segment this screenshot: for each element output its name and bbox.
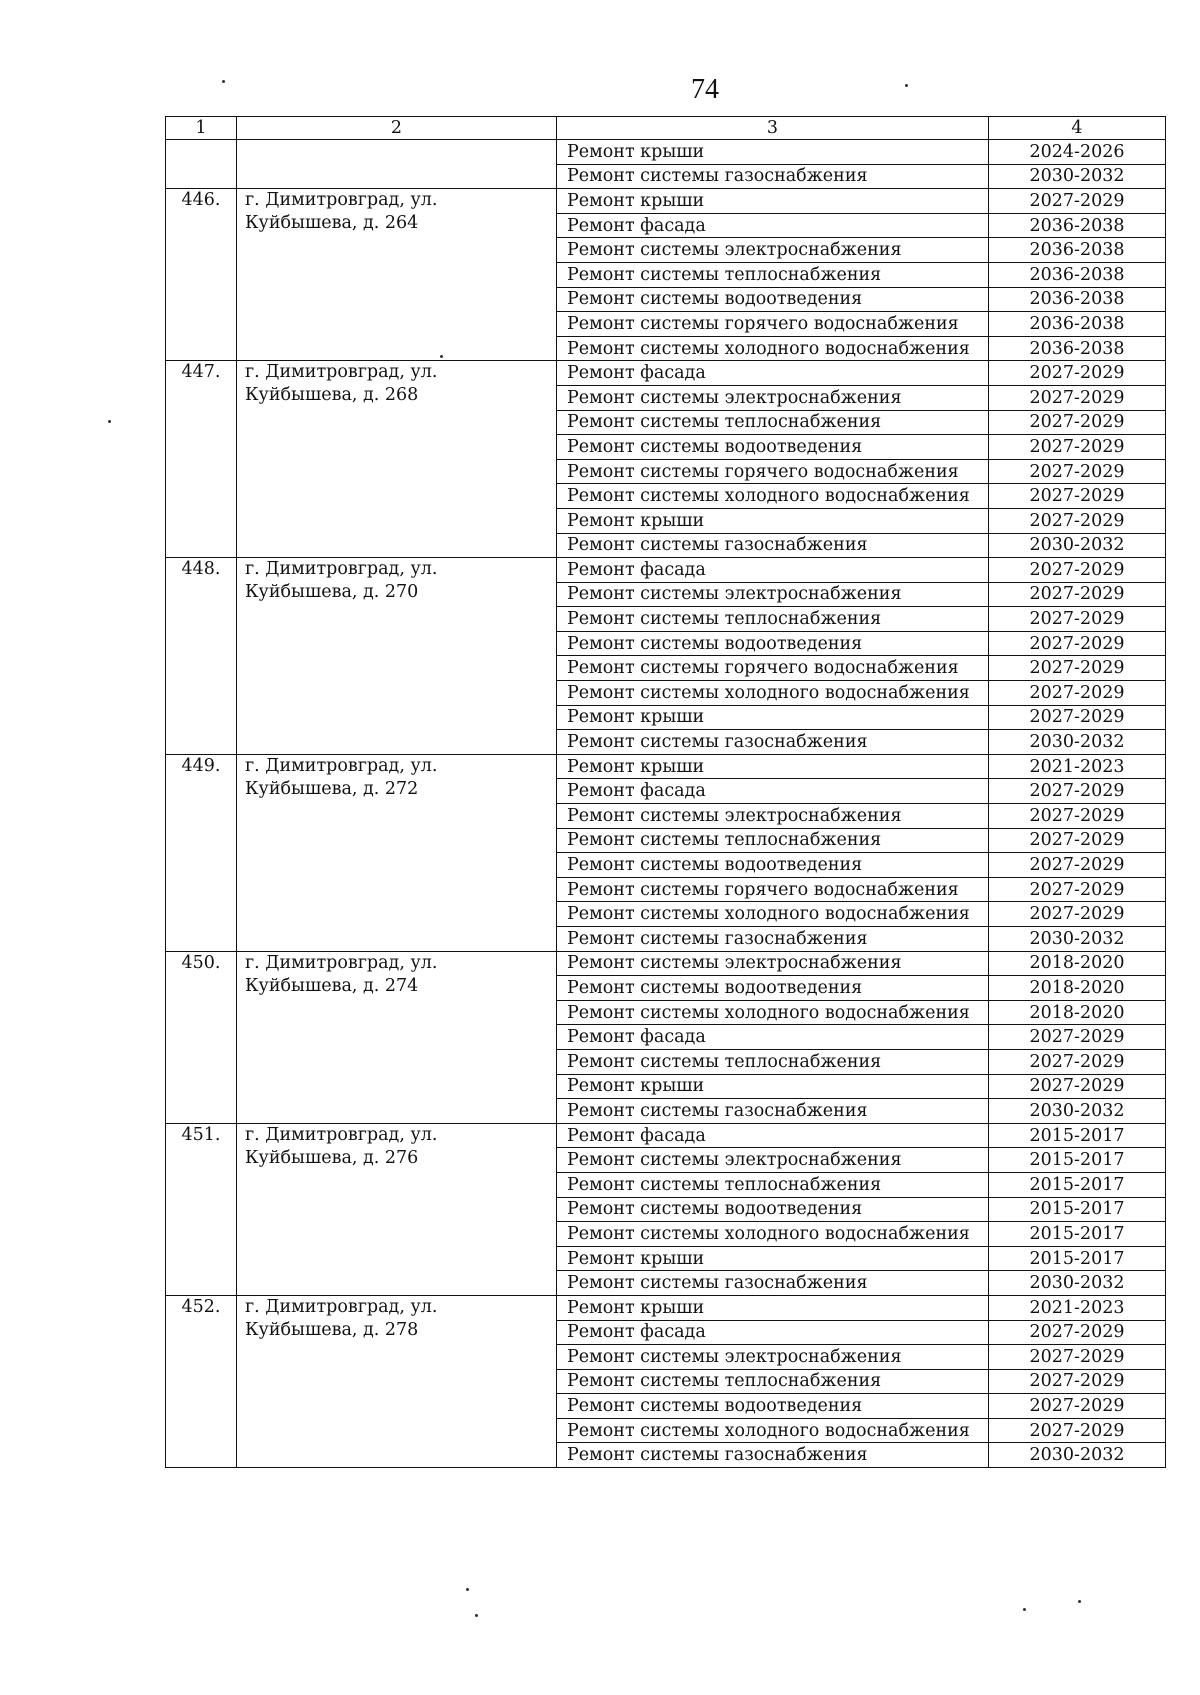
work-type-cell: Ремонт фасада <box>557 361 989 386</box>
period-cell: 2027-2029 <box>989 1320 1166 1345</box>
address-cell: г. Димитровград, ул. Куйбышева, д. 276 <box>237 1123 557 1295</box>
period-cell: 2030-2032 <box>989 533 1166 558</box>
address-cell: г. Димитровград, ул. Куйбышева, д. 272 <box>237 754 557 951</box>
period-cell: 2036-2038 <box>989 262 1166 287</box>
work-type-cell: Ремонт фасада <box>557 779 989 804</box>
work-type-cell: Ремонт системы холодного водоснабжения <box>557 484 989 509</box>
work-type-cell: Ремонт крыши <box>557 1246 989 1271</box>
period-cell: 2030-2032 <box>989 164 1166 189</box>
period-cell: 2027-2029 <box>989 1418 1166 1443</box>
work-type-cell: Ремонт крыши <box>557 1295 989 1320</box>
period-cell: 2027-2029 <box>989 828 1166 853</box>
column-number-cell: 1 <box>166 117 237 140</box>
work-type-cell: Ремонт системы горячего водоснабжения <box>557 459 989 484</box>
work-type-cell: Ремонт системы холодного водоснабжения <box>557 902 989 927</box>
period-cell: 2018-2020 <box>989 976 1166 1001</box>
period-cell: 2027-2029 <box>989 779 1166 804</box>
period-cell: 2030-2032 <box>989 927 1166 952</box>
period-cell: 2015-2017 <box>989 1197 1166 1222</box>
work-type-cell: Ремонт крыши <box>557 140 989 165</box>
work-type-cell: Ремонт системы газоснабжения <box>557 533 989 558</box>
period-cell: 2027-2029 <box>989 459 1166 484</box>
work-type-cell: Ремонт системы водоотведения <box>557 435 989 460</box>
period-cell: 2027-2029 <box>989 681 1166 706</box>
work-type-cell: Ремонт системы водоотведения <box>557 1394 989 1419</box>
work-type-cell: Ремонт крыши <box>557 705 989 730</box>
work-type-cell: Ремонт системы электроснабжения <box>557 238 989 263</box>
period-cell: 2027-2029 <box>989 877 1166 902</box>
work-type-cell: Ремонт системы холодного водоснабжения <box>557 1222 989 1247</box>
period-cell: 2030-2032 <box>989 1099 1166 1124</box>
work-type-cell: Ремонт системы электроснабжения <box>557 1148 989 1173</box>
work-type-cell: Ремонт системы теплоснабжения <box>557 1369 989 1394</box>
table-row <box>166 951 1166 976</box>
period-cell: 2027-2029 <box>989 410 1166 435</box>
work-type-cell: Ремонт системы водоотведения <box>557 631 989 656</box>
row-number-cell: 450. <box>166 951 237 1123</box>
period-cell: 2015-2017 <box>989 1148 1166 1173</box>
period-cell: 2027-2029 <box>989 508 1166 533</box>
period-cell: 2030-2032 <box>989 1443 1166 1468</box>
page-number: 74 <box>691 74 719 105</box>
work-type-cell: Ремонт системы электроснабжения <box>557 951 989 976</box>
period-cell: 2021-2023 <box>989 754 1166 779</box>
scan-speck <box>466 1588 469 1591</box>
table-row <box>166 754 1166 779</box>
repair-schedule-table <box>165 116 1166 1468</box>
scan-speck <box>222 80 225 83</box>
work-type-cell: Ремонт системы газоснабжения <box>557 1271 989 1296</box>
period-cell: 2027-2029 <box>989 631 1166 656</box>
period-cell: 2024-2026 <box>989 140 1166 165</box>
work-type-cell: Ремонт системы теплоснабжения <box>557 607 989 632</box>
period-cell: 2027-2029 <box>989 1025 1166 1050</box>
work-type-cell: Ремонт системы теплоснабжения <box>557 1049 989 1074</box>
period-cell: 2036-2038 <box>989 312 1166 337</box>
row-number-cell: 446. <box>166 189 237 361</box>
work-type-cell: Ремонт системы электроснабжения <box>557 804 989 829</box>
period-cell: 2027-2029 <box>989 656 1166 681</box>
work-type-cell: Ремонт крыши <box>557 1074 989 1099</box>
period-cell: 2027-2029 <box>989 484 1166 509</box>
work-type-cell: Ремонт системы теплоснабжения <box>557 410 989 435</box>
period-cell: 2027-2029 <box>989 1369 1166 1394</box>
work-type-cell: Ремонт фасада <box>557 1320 989 1345</box>
period-cell: 2036-2038 <box>989 336 1166 361</box>
address-cell: г. Димитровград, ул. Куйбышева, д. 264 <box>237 189 557 361</box>
address-cell: г. Димитровград, ул. Куйбышева, д. 268 <box>237 361 557 558</box>
period-cell: 2027-2029 <box>989 804 1166 829</box>
period-cell: 2027-2029 <box>989 435 1166 460</box>
work-type-cell: Ремонт системы холодного водоснабжения <box>557 1418 989 1443</box>
work-type-cell: Ремонт системы теплоснабжения <box>557 828 989 853</box>
column-number-cell: 2 <box>237 117 557 140</box>
row-number-cell <box>166 140 237 189</box>
work-type-cell: Ремонт системы горячего водоснабжения <box>557 312 989 337</box>
work-type-cell: Ремонт системы электроснабжения <box>557 385 989 410</box>
work-type-cell: Ремонт системы холодного водоснабжения <box>557 681 989 706</box>
table-row <box>166 1295 1166 1320</box>
work-type-cell: Ремонт фасада <box>557 213 989 238</box>
scan-speck <box>108 420 111 423</box>
work-type-cell: Ремонт системы электроснабжения <box>557 1345 989 1370</box>
address-cell: г. Димитровград, ул. Куйбышева, д. 270 <box>237 558 557 755</box>
address-cell <box>237 140 557 189</box>
table-row <box>166 140 1166 165</box>
work-type-cell: Ремонт фасада <box>557 1123 989 1148</box>
period-cell: 2036-2038 <box>989 287 1166 312</box>
work-type-cell: Ремонт системы теплоснабжения <box>557 262 989 287</box>
period-cell: 2027-2029 <box>989 1394 1166 1419</box>
work-type-cell: Ремонт системы теплоснабжения <box>557 1172 989 1197</box>
scan-speck <box>905 84 908 87</box>
period-cell: 2015-2017 <box>989 1246 1166 1271</box>
work-type-cell: Ремонт системы холодного водоснабжения <box>557 1000 989 1025</box>
period-cell: 2030-2032 <box>989 1271 1166 1296</box>
table-row <box>166 558 1166 583</box>
work-type-cell: Ремонт системы газоснабжения <box>557 1099 989 1124</box>
table-row <box>166 1123 1166 1148</box>
period-cell: 2027-2029 <box>989 1049 1166 1074</box>
scan-speck <box>1023 1608 1026 1611</box>
period-cell: 2027-2029 <box>989 1345 1166 1370</box>
work-type-cell: Ремонт системы электроснабжения <box>557 582 989 607</box>
work-type-cell: Ремонт системы водоотведения <box>557 976 989 1001</box>
period-cell: 2021-2023 <box>989 1295 1166 1320</box>
period-cell: 2036-2038 <box>989 238 1166 263</box>
work-type-cell: Ремонт системы горячего водоснабжения <box>557 656 989 681</box>
column-number-row <box>166 117 1166 140</box>
period-cell: 2027-2029 <box>989 607 1166 632</box>
work-type-cell: Ремонт системы водоотведения <box>557 1197 989 1222</box>
period-cell: 2027-2029 <box>989 558 1166 583</box>
work-type-cell: Ремонт системы газоснабжения <box>557 164 989 189</box>
period-cell: 2036-2038 <box>989 213 1166 238</box>
row-number-cell: 449. <box>166 754 237 951</box>
work-type-cell: Ремонт системы газоснабжения <box>557 730 989 755</box>
address-cell: г. Димитровград, ул. Куйбышева, д. 278 <box>237 1295 557 1467</box>
column-number-cell: 3 <box>557 117 989 140</box>
work-type-cell: Ремонт крыши <box>557 754 989 779</box>
work-type-cell: Ремонт системы водоотведения <box>557 287 989 312</box>
scan-speck <box>1078 1600 1081 1603</box>
scan-speck <box>475 1614 478 1617</box>
work-type-cell: Ремонт фасада <box>557 1025 989 1050</box>
column-number-cell: 4 <box>989 117 1166 140</box>
work-type-cell: Ремонт системы холодного водоснабжения <box>557 336 989 361</box>
work-type-cell: Ремонт системы газоснабжения <box>557 927 989 952</box>
period-cell: 2027-2029 <box>989 705 1166 730</box>
period-cell: 2015-2017 <box>989 1222 1166 1247</box>
work-type-cell: Ремонт крыши <box>557 508 989 533</box>
period-cell: 2027-2029 <box>989 361 1166 386</box>
work-type-cell: Ремонт крыши <box>557 189 989 214</box>
period-cell: 2027-2029 <box>989 1074 1166 1099</box>
period-cell: 2015-2017 <box>989 1123 1166 1148</box>
period-cell: 2015-2017 <box>989 1172 1166 1197</box>
row-number-cell: 452. <box>166 1295 237 1467</box>
period-cell: 2027-2029 <box>989 385 1166 410</box>
table-row <box>166 361 1166 386</box>
period-cell: 2018-2020 <box>989 951 1166 976</box>
period-cell: 2030-2032 <box>989 730 1166 755</box>
table-row <box>166 189 1166 214</box>
period-cell: 2018-2020 <box>989 1000 1166 1025</box>
row-number-cell: 448. <box>166 558 237 755</box>
period-cell: 2027-2029 <box>989 853 1166 878</box>
work-type-cell: Ремонт фасада <box>557 558 989 583</box>
period-cell: 2027-2029 <box>989 582 1166 607</box>
row-number-cell: 451. <box>166 1123 237 1295</box>
row-number-cell: 447. <box>166 361 237 558</box>
work-type-cell: Ремонт системы газоснабжения <box>557 1443 989 1468</box>
address-cell: г. Димитровград, ул. Куйбышева, д. 274 <box>237 951 557 1123</box>
period-cell: 2027-2029 <box>989 902 1166 927</box>
period-cell: 2027-2029 <box>989 189 1166 214</box>
work-type-cell: Ремонт системы водоотведения <box>557 853 989 878</box>
work-type-cell: Ремонт системы горячего водоснабжения <box>557 877 989 902</box>
